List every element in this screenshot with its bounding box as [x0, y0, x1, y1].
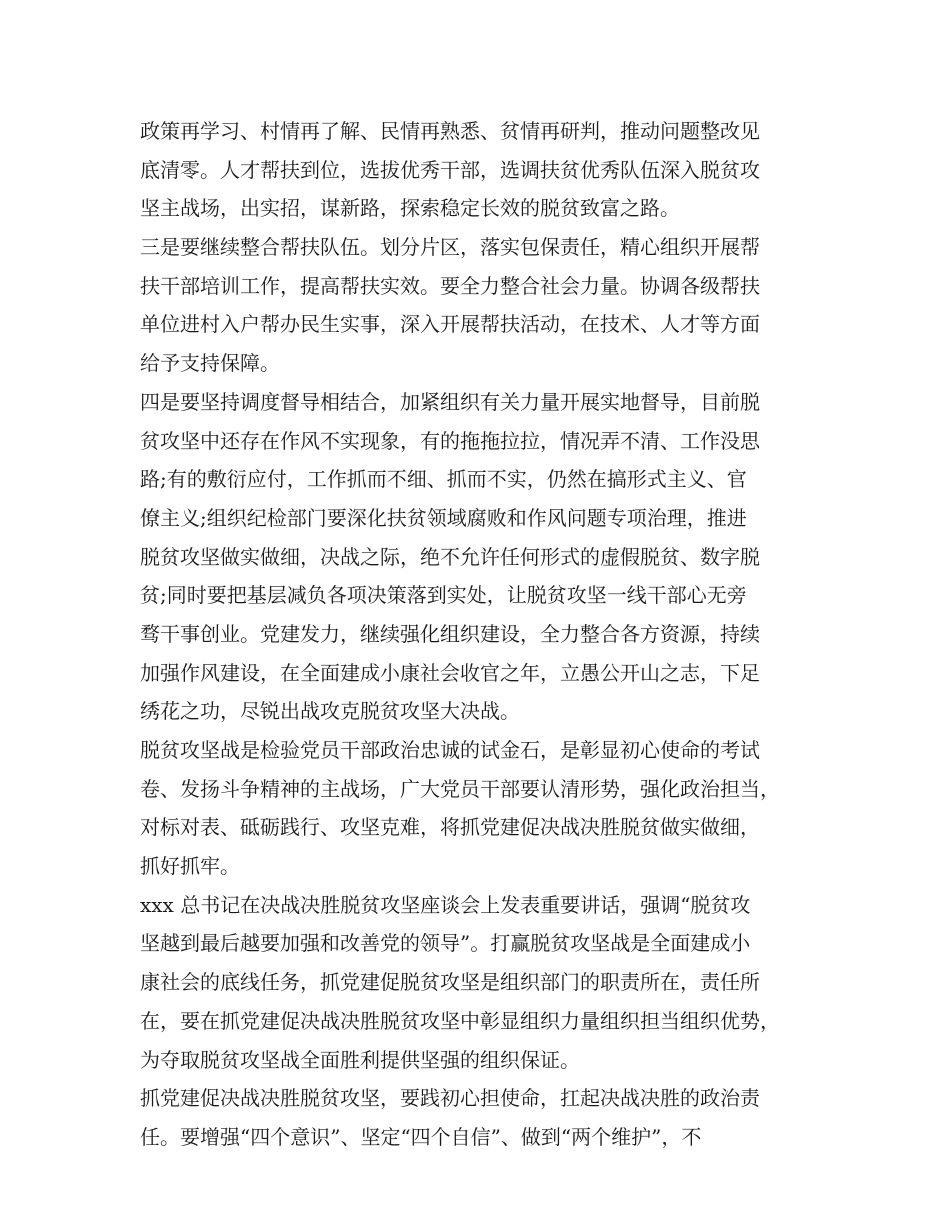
text-line: 绣花之功，尽锐出战攻克脱贫攻坚大决战。 [140, 699, 520, 724]
text-line: 在，要在抓党建促决战决胜脱贫攻坚中彰显组织力量组织担当组织优势， [140, 1008, 780, 1033]
text-line: 给予支持保障。 [140, 351, 280, 376]
text-line: 贫攻坚中还存在作风不实现象，有的拖拖拉拉，情况弄不清、工作没思 [140, 428, 760, 453]
text-line: 坚主战场，出实招，谋新路，探索稳定长效的脱贫致富之路。 [140, 196, 680, 221]
text-line: 贫;同时要把基层减负各项决策落到实处，让脱贫攻坚一线干部心无旁 [140, 583, 747, 608]
text-line: 对标对表、砥砺践行、攻坚克难，将抓党建促决战决胜脱贫做实做细， [140, 815, 760, 840]
text-line: 抓党建促决战决胜脱贫攻坚，要践初心担使命，扛起决战决胜的政治责 [140, 1086, 760, 1111]
text-line: xxx 总书记在决战决胜脱贫攻坚座谈会上发表重要讲话，强调“脱贫攻 [140, 892, 751, 917]
text-line: 单位进村入户帮办民生实事，深入开展帮扶活动，在技术、人才等方面 [140, 312, 760, 337]
text-line: 底清零。人才帮扶到位，选拔优秀干部，选调扶贫优秀队伍深入脱贫攻 [140, 157, 760, 182]
text-line: 扶干部培训工作，提高帮扶实效。要全力整合社会力量。协调各级帮扶 [140, 273, 760, 298]
text-line: 三是要继续整合帮扶队伍。划分片区，落实包保责任，精心组织开展帮 [140, 235, 760, 260]
text-line: 脱贫攻坚做实做细，决战之际，绝不允许任何形式的虚假脱贫、数字脱 [140, 544, 760, 569]
text-line: 路;有的敷衍应付，工作抓而不细、抓而不实，仍然在搞形式主义、官 [140, 467, 747, 492]
text-line: 骛干事创业。党建发力，继续强化组织建设，全力整合各方资源，持续 [140, 621, 760, 646]
document-body [140, 112, 820, 1157]
text-line: 加强作风建设，在全面建成小康社会收官之年，立愚公开山之志，下足 [140, 660, 760, 685]
text-line: 为夺取脱贫攻坚战全面胜利提供坚强的组织保证。 [140, 1047, 580, 1072]
text-line: 任。要增强“四个意识”、坚定“四个自信”、做到“两个维护”，不 [140, 1124, 702, 1149]
text-line: 抓好抓牢。 [140, 854, 240, 879]
text-line: 政策再学习、村情再了解、民情再熟悉、贫情再研判，推动问题整改见 [140, 119, 760, 143]
text-line: 康社会的底线任务，抓党建促脱贫攻坚是组织部门的职责所在，责任所 [140, 970, 760, 995]
text-line: 脱贫攻坚战是检验党员干部政治忠诚的试金石，是彰显初心使命的考试 [140, 738, 760, 762]
text-line: 卷、发扬斗争精神的主战场，广大党员干部要认清形势，强化政治担当， [140, 776, 780, 801]
text-line: 僚主义;组织纪检部门要深化扶贫领域腐败和作风问题专项治理，推进 [140, 505, 747, 530]
text-line: 坚越到最后越要加强和改善党的领导”。打赢脱贫攻坚战是全面建成小 [140, 931, 751, 956]
text-line: 四是要坚持调度督导相结合，加紧组织有关力量开展实地督导，目前脱 [140, 389, 760, 414]
